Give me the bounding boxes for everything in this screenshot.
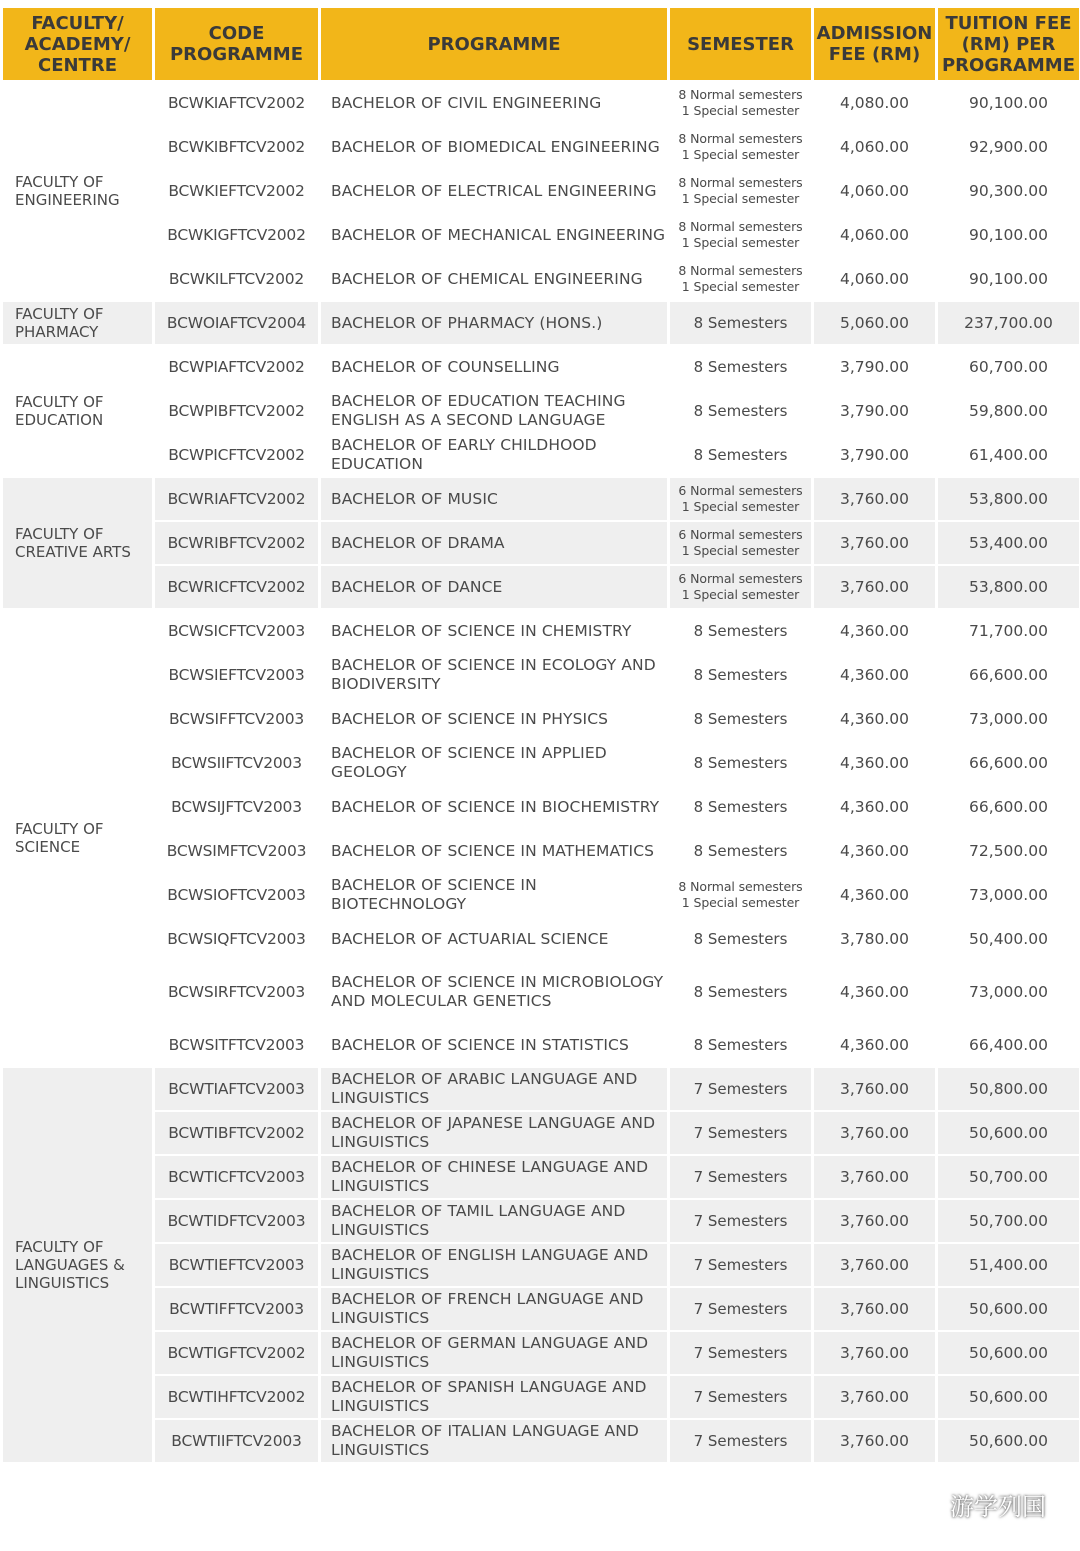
tuition-fee-cell: 53,800.00 [938,566,1079,608]
header-semester: SEMESTER [670,8,811,80]
semester-line: 1 Special semester [681,235,800,250]
code-cell: BCWPIAFTCV2002 [155,346,318,388]
code-cell: BCWRICFTCV2002 [155,566,318,608]
semester-line: 1 Special semester [681,103,800,118]
semester-line: 6 Normal semesters [678,483,803,498]
semester-line: 7 Semesters [693,1300,788,1318]
programme-cell: BACHELOR OF SCIENCE IN ECOLOGY AND BIODIVERSITY [321,654,667,696]
semester-cell [670,1024,811,1066]
admission-fee-cell: 4,360.00 [814,830,935,872]
programme-cell: BACHELOR OF SPANISH LANGUAGE AND LINGUISTICS [321,1376,667,1418]
semester-line: 1 Special semester [681,543,800,558]
code-cell: BCWSIIFTCV2003 [155,742,318,784]
admission-fee-cell: 3,760.00 [814,522,935,564]
semester-line: 8 Semesters [693,983,788,1001]
semester-cell [670,1244,811,1286]
programme-cell: BACHELOR OF ENGLISH LANGUAGE AND LINGUISTICS [321,1244,667,1286]
table-row [3,654,1079,696]
semester-line: 7 Semesters [693,1256,788,1274]
tuition-fee-cell: 50,600.00 [938,1112,1079,1154]
admission-fee-cell: 4,060.00 [814,126,935,168]
fee-table [0,6,1080,1464]
semester-line: 1 Special semester [681,499,800,514]
faculty-cell: FACULTY OF ENGINEERING [3,82,152,300]
semester-cell [670,170,811,212]
code-cell: BCWRIAFTCV2002 [155,478,318,520]
code-cell: BCWTIDFTCV2003 [155,1200,318,1242]
tuition-fee-cell: 73,000.00 [938,698,1079,740]
programme-cell: BACHELOR OF MECHANICAL ENGINEERING [321,214,667,256]
faculty-cell: FACULTY OF SCIENCE [3,610,152,1066]
table-row [3,962,1079,1022]
semester-cell [670,1156,811,1198]
admission-fee-cell: 5,060.00 [814,302,935,344]
tuition-fee-cell: 73,000.00 [938,962,1079,1022]
tuition-fee-cell: 51,400.00 [938,1244,1079,1286]
code-cell: BCWTIFFTCV2003 [155,1288,318,1330]
code-cell: BCWSIOFTCV2003 [155,874,318,916]
programme-cell: BACHELOR OF GERMAN LANGUAGE AND LINGUISTICS [321,1332,667,1374]
tuition-fee-cell: 66,600.00 [938,742,1079,784]
semester-line: 8 Normal semesters [678,175,803,190]
semester-line: 8 Semesters [693,842,788,860]
semester-line: 1 Special semester [681,279,800,294]
admission-fee-cell: 4,060.00 [814,170,935,212]
table-row [3,698,1079,740]
admission-fee-cell: 3,760.00 [814,1420,935,1462]
programme-cell: BACHELOR OF EDUCATION TEACHING ENGLISH AS A SECOND LANGUAGE [321,390,667,432]
table-row [3,302,1079,344]
tuition-fee-cell: 90,100.00 [938,82,1079,124]
semester-line: 8 Normal semesters [678,263,803,278]
semester-cell [670,742,811,784]
admission-fee-cell: 3,760.00 [814,1288,935,1330]
header-admission-fee: ADMISSION FEE (RM) [814,8,935,80]
programme-cell: BACHELOR OF FRENCH LANGUAGE AND LINGUISTICS [321,1288,667,1330]
admission-fee-cell: 3,760.00 [814,566,935,608]
semester-cell [670,698,811,740]
programme-cell: BACHELOR OF SCIENCE IN MICROBIOLOGY AND MOLECULAR GENETICS [321,962,667,1022]
admission-fee-cell: 4,080.00 [814,82,935,124]
semester-line: 6 Normal semesters [678,527,803,542]
semester-line: 8 Semesters [693,446,788,464]
code-cell: BCWOIAFTCV2004 [155,302,318,344]
semester-line: 8 Normal semesters [678,879,803,894]
semester-line: 7 Semesters [693,1212,788,1230]
programme-cell: BACHELOR OF CHINESE LANGUAGE AND LINGUISTICS [321,1156,667,1198]
programme-cell: BACHELOR OF SCIENCE IN MATHEMATICS [321,830,667,872]
code-cell: BCWPIBFTCV2002 [155,390,318,432]
code-cell: BCWTICFTCV2003 [155,1156,318,1198]
semester-cell [670,830,811,872]
admission-fee-cell: 4,360.00 [814,654,935,696]
programme-cell: BACHELOR OF CHEMICAL ENGINEERING [321,258,667,300]
table-row [3,1068,1079,1110]
tuition-fee-cell: 90,300.00 [938,170,1079,212]
table-row [3,786,1079,828]
semester-cell [670,1200,811,1242]
admission-fee-cell: 4,060.00 [814,214,935,256]
table-row [3,1332,1079,1374]
admission-fee-cell: 3,760.00 [814,1068,935,1110]
header-tuition-fee: TUITION FEE (RM) PER PROGRAMME [938,8,1079,80]
admission-fee-cell: 3,760.00 [814,478,935,520]
semester-cell [670,346,811,388]
programme-cell: BACHELOR OF CIVIL ENGINEERING [321,82,667,124]
semester-line: 8 Normal semesters [678,219,803,234]
table-row [3,434,1079,476]
table-row [3,522,1079,564]
code-cell: BCWKILFTCV2002 [155,258,318,300]
semester-cell [670,786,811,828]
semester-line: 1 Special semester [681,895,800,910]
tuition-fee-cell: 59,800.00 [938,390,1079,432]
semester-line: 1 Special semester [681,147,800,162]
programme-cell: BACHELOR OF SCIENCE IN APPLIED GEOLOGY [321,742,667,784]
admission-fee-cell: 4,360.00 [814,962,935,1022]
table-row [3,82,1079,124]
semester-line: 7 Semesters [693,1080,788,1098]
programme-cell: BACHELOR OF COUNSELLING [321,346,667,388]
header-programme: PROGRAMME [321,8,667,80]
programme-cell: BACHELOR OF SCIENCE IN PHYSICS [321,698,667,740]
code-cell: BCWTIAFTCV2003 [155,1068,318,1110]
programme-cell: BACHELOR OF ITALIAN LANGUAGE AND LINGUISTICS [321,1420,667,1462]
tuition-fee-cell: 50,700.00 [938,1156,1079,1198]
admission-fee-cell: 3,790.00 [814,346,935,388]
admission-fee-cell: 3,760.00 [814,1244,935,1286]
admission-fee-cell: 3,790.00 [814,434,935,476]
code-cell: BCWKIEFTCV2002 [155,170,318,212]
code-cell: BCWTIGFTCV2002 [155,1332,318,1374]
admission-fee-cell: 3,760.00 [814,1112,935,1154]
semester-line: 8 Semesters [693,358,788,376]
table-row [3,566,1079,608]
table-row [3,1244,1079,1286]
semester-line: 8 Semesters [693,930,788,948]
code-cell: BCWSIEFTCV2003 [155,654,318,696]
tuition-fee-cell: 66,400.00 [938,1024,1079,1066]
table-row [3,1156,1079,1198]
semester-cell [670,1068,811,1110]
tuition-fee-cell: 50,600.00 [938,1332,1079,1374]
code-cell: BCWPICFTCV2002 [155,434,318,476]
semester-line: 1 Special semester [681,587,800,602]
code-cell: BCWSIQFTCV2003 [155,918,318,960]
programme-cell: BACHELOR OF ELECTRICAL ENGINEERING [321,170,667,212]
table-row [3,874,1079,916]
admission-fee-cell: 4,360.00 [814,742,935,784]
programme-cell: BACHELOR OF DRAMA [321,522,667,564]
table-row [3,1200,1079,1242]
semester-cell [670,1376,811,1418]
admission-fee-cell: 3,760.00 [814,1156,935,1198]
tuition-fee-cell: 73,000.00 [938,874,1079,916]
programme-cell: BACHELOR OF EARLY CHILDHOOD EDUCATION [321,434,667,476]
code-cell: BCWKIGFTCV2002 [155,214,318,256]
semester-cell [670,258,811,300]
tuition-fee-cell: 50,600.00 [938,1376,1079,1418]
semester-cell [670,478,811,520]
table-row [3,214,1079,256]
tuition-fee-cell: 53,800.00 [938,478,1079,520]
semester-line: 1 Special semester [681,191,800,206]
semester-cell [670,522,811,564]
admission-fee-cell: 4,060.00 [814,258,935,300]
admission-fee-cell: 3,780.00 [814,918,935,960]
semester-line: 8 Normal semesters [678,131,803,146]
watermark [910,1487,1046,1522]
table-body [3,82,1079,1462]
tuition-fee-cell: 50,400.00 [938,918,1079,960]
tuition-fee-cell: 60,700.00 [938,346,1079,388]
semester-line: 7 Semesters [693,1388,788,1406]
code-cell: BCWKIBFTCV2002 [155,126,318,168]
programme-cell: BACHELOR OF MUSIC [321,478,667,520]
semester-line: 8 Semesters [693,622,788,640]
programme-cell: BACHELOR OF SCIENCE IN BIOCHEMISTRY [321,786,667,828]
table-row [3,1024,1079,1066]
tuition-fee-cell: 50,700.00 [938,1200,1079,1242]
code-cell: BCWTIIFTCV2003 [155,1420,318,1462]
faculty-cell: FACULTY OF PHARMACY [3,302,152,344]
semester-cell [670,302,811,344]
programme-cell: BACHELOR OF ACTUARIAL SCIENCE [321,918,667,960]
table-row [3,478,1079,520]
semester-cell [670,610,811,652]
faculty-cell: FACULTY OF CREATIVE ARTS [3,478,152,608]
table-row [3,1376,1079,1418]
tuition-fee-cell: 61,400.00 [938,434,1079,476]
header-row [3,8,1079,80]
semester-line: 8 Semesters [693,710,788,728]
code-cell: BCWSICFTCV2003 [155,610,318,652]
table-row [3,610,1079,652]
table-row [3,170,1079,212]
code-cell: BCWTIBFTCV2002 [155,1112,318,1154]
faculty-cell: FACULTY OF LANGUAGES & LINGUISTICS [3,1068,152,1462]
semester-line: 7 Semesters [693,1124,788,1142]
semester-cell [670,1420,811,1462]
semester-cell [670,1288,811,1330]
programme-cell: BACHELOR OF BIOMEDICAL ENGINEERING [321,126,667,168]
admission-fee-cell: 4,360.00 [814,874,935,916]
tuition-fee-cell: 90,100.00 [938,214,1079,256]
semester-cell [670,214,811,256]
semester-cell [670,1112,811,1154]
semester-line: 8 Semesters [693,314,788,332]
tuition-fee-cell: 66,600.00 [938,786,1079,828]
semester-cell [670,918,811,960]
header-code: CODE PROGRAMME [155,8,318,80]
code-cell: BCWSIJFTCV2003 [155,786,318,828]
programme-cell: BACHELOR OF TAMIL LANGUAGE AND LINGUISTICS [321,1200,667,1242]
tuition-fee-cell: 237,700.00 [938,302,1079,344]
header-faculty: FACULTY/ ACADEMY/ CENTRE [3,8,152,80]
semester-cell [670,874,811,916]
semester-cell [670,566,811,608]
code-cell: BCWTIHFTCV2002 [155,1376,318,1418]
semester-line: 8 Semesters [693,754,788,772]
tuition-fee-cell: 50,800.00 [938,1068,1079,1110]
programme-cell: BACHELOR OF JAPANESE LANGUAGE AND LINGUISTICS [321,1112,667,1154]
semester-cell [670,962,811,1022]
tuition-fee-cell: 53,400.00 [938,522,1079,564]
admission-fee-cell: 4,360.00 [814,1024,935,1066]
table-row [3,918,1079,960]
table-row [3,258,1079,300]
programme-cell: BACHELOR OF ARABIC LANGUAGE AND LINGUISTICS [321,1068,667,1110]
tuition-fee-cell: 90,100.00 [938,258,1079,300]
admission-fee-cell: 4,360.00 [814,610,935,652]
programme-cell: BACHELOR OF SCIENCE IN STATISTICS [321,1024,667,1066]
table-row [3,1420,1079,1462]
code-cell: BCWSITFTCV2003 [155,1024,318,1066]
table-row [3,126,1079,168]
admission-fee-cell: 3,760.00 [814,1332,935,1374]
tuition-fee-cell: 66,600.00 [938,654,1079,696]
table-row [3,742,1079,784]
code-cell: BCWSIFFTCV2003 [155,698,318,740]
semester-line: 7 Semesters [693,1168,788,1186]
table-row [3,1112,1079,1154]
code-cell: BCWKIAFTCV2002 [155,82,318,124]
semester-line: 8 Semesters [693,1036,788,1054]
tuition-fee-cell: 92,900.00 [938,126,1079,168]
code-cell: BCWTIEFTCV2003 [155,1244,318,1286]
semester-cell [670,1332,811,1374]
wechat-icon [910,1492,944,1518]
semester-cell [670,82,811,124]
admission-fee-cell: 3,760.00 [814,1200,935,1242]
admission-fee-cell: 3,790.00 [814,390,935,432]
programme-cell: BACHELOR OF SCIENCE IN CHEMISTRY [321,610,667,652]
semester-cell [670,654,811,696]
tuition-fee-cell: 71,700.00 [938,610,1079,652]
table-row [3,830,1079,872]
semester-line: 8 Semesters [693,666,788,684]
tuition-fee-cell: 50,600.00 [938,1420,1079,1462]
faculty-cell: FACULTY OF EDUCATION [3,346,152,476]
table-row [3,390,1079,432]
admission-fee-cell: 4,360.00 [814,786,935,828]
admission-fee-cell: 4,360.00 [814,698,935,740]
programme-cell: BACHELOR OF SCIENCE IN BIOTECHNOLOGY [321,874,667,916]
semester-line: 8 Normal semesters [678,87,803,102]
table-row [3,1288,1079,1330]
semester-cell [670,390,811,432]
code-cell: BCWSIMFTCV2003 [155,830,318,872]
code-cell: BCWSIRFTCV2003 [155,962,318,1022]
semester-line: 7 Semesters [693,1344,788,1362]
semester-line: 6 Normal semesters [678,571,803,586]
admission-fee-cell: 3,760.00 [814,1376,935,1418]
semester-cell [670,434,811,476]
programme-cell: BACHELOR OF DANCE [321,566,667,608]
watermark-text: 游学列国 [950,1493,1046,1521]
code-cell: BCWRIBFTCV2002 [155,522,318,564]
semester-line: 8 Semesters [693,402,788,420]
semester-cell [670,126,811,168]
tuition-fee-cell: 72,500.00 [938,830,1079,872]
tuition-fee-cell: 50,600.00 [938,1288,1079,1330]
semester-line: 7 Semesters [693,1432,788,1450]
semester-line: 8 Semesters [693,798,788,816]
table-row [3,346,1079,388]
programme-cell: BACHELOR OF PHARMACY (HONS.) [321,302,667,344]
